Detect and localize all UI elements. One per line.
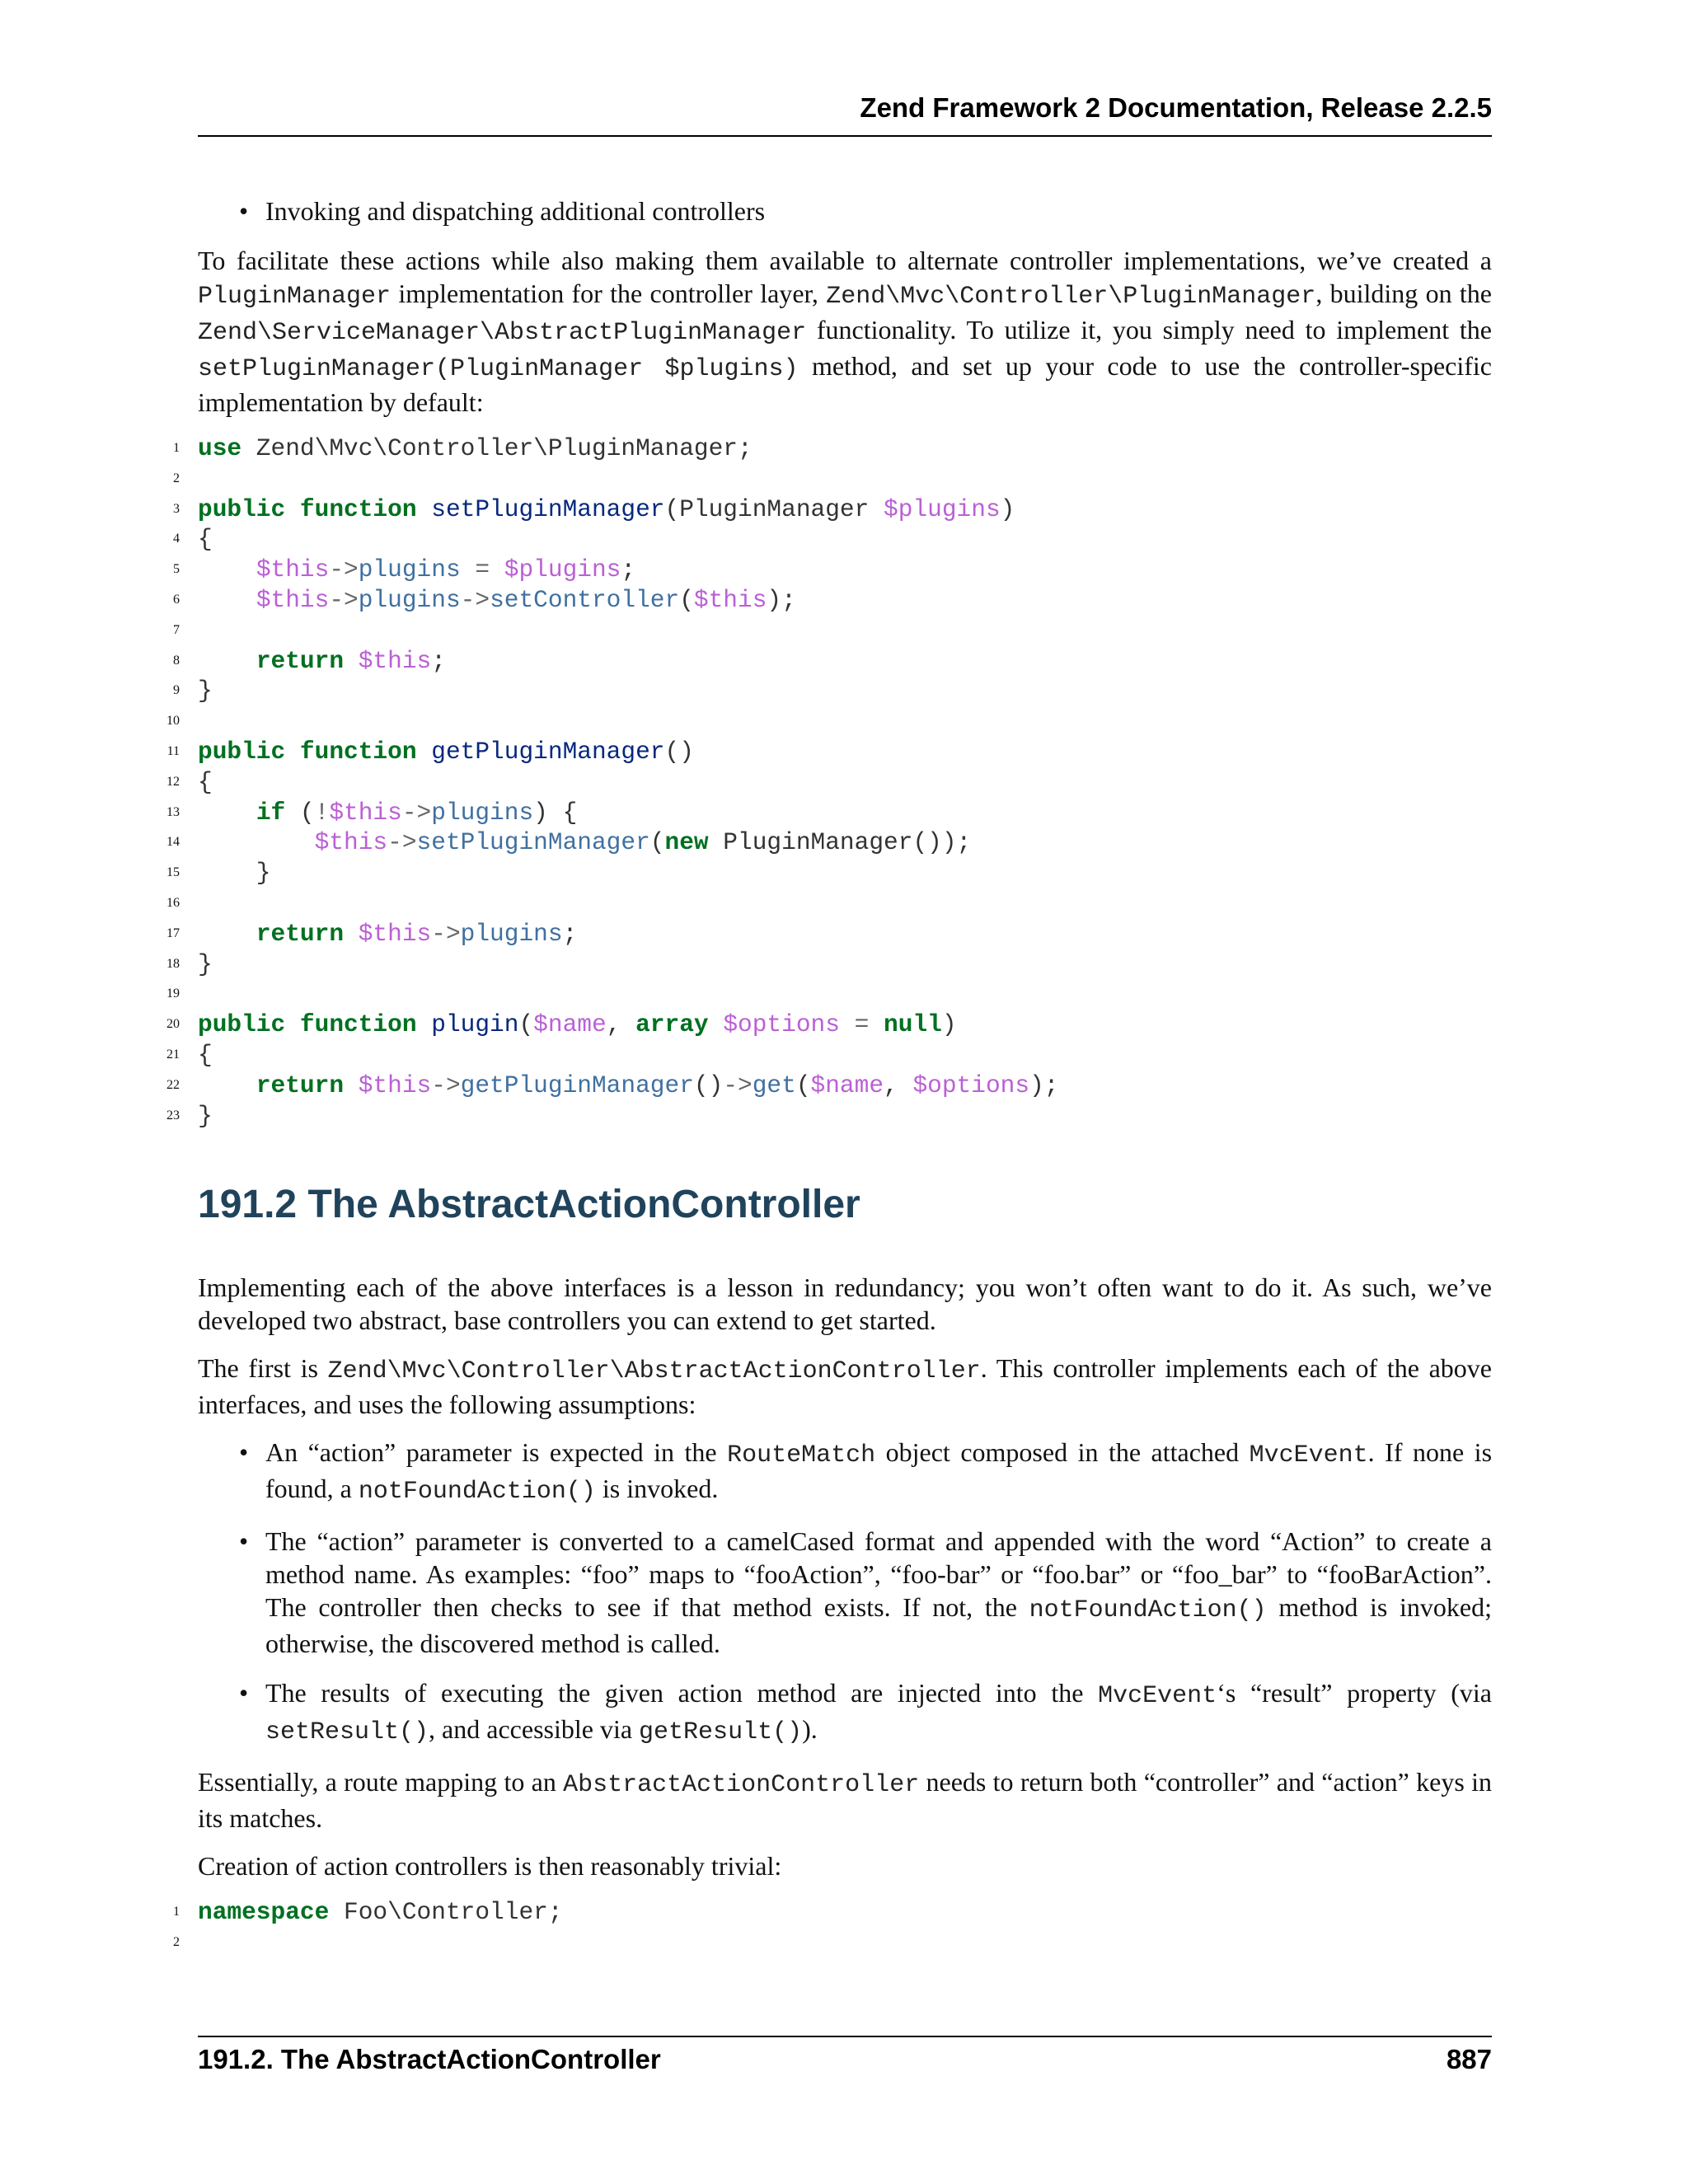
list-item: • The “action” parameter is converted to a camelCased format and appended with the word “Action” to create a method name. As examples: “foo” maps to “fooAction”, “foo-bar” or “foo.bar” or “foo_bar” to “fooBarAction”. The controller then checks to see if that method exists. If not, the notFoundAction() method is invoked; otherwise, the discovered method is called. — [265, 1525, 1492, 1660]
code-token: if — [256, 798, 286, 827]
code-token: -> — [431, 919, 461, 948]
line-number: 8 — [173, 653, 180, 668]
code-token: getPluginManager — [431, 737, 665, 766]
list-item: • Invoking and dispatching additional controllers — [265, 194, 1492, 227]
code-token — [198, 828, 315, 856]
paragraph-plugin-manager: To facilitate these actions while also making them available to alternate controller implementations, we’ve created a PluginManager implementation for the controller layer, Zend\Mvc\Controller\PluginManager, building on the Zend\ServiceManager\AbstractPluginManager functionality. To utilize it, you simply need to implement the setPluginManager(PluginManager $plugins) method, and set up your code to use the controller-specific implementation by default: — [198, 246, 1493, 417]
code-token: public — [198, 494, 286, 523]
main-content — [166, 194, 1493, 1971]
code-token: array — [635, 1010, 709, 1039]
code-inline: notFoundAction() — [1029, 1596, 1267, 1625]
code-line — [173, 434, 1492, 464]
code-token: -> — [723, 1071, 753, 1099]
page-number: 887 — [1446, 2044, 1492, 2074]
intro-bullet-list — [198, 194, 1492, 227]
code-token: $this — [358, 919, 432, 948]
code-token: $this — [256, 555, 330, 584]
code-token — [285, 738, 300, 766]
line-number: 1 — [173, 1905, 180, 1919]
line-number: 23 — [166, 1108, 180, 1122]
code-token: -> — [431, 1071, 461, 1099]
code-token: { — [198, 767, 213, 796]
code-line — [166, 949, 1492, 980]
code-token: ; — [621, 555, 636, 584]
code-token: ) { — [533, 798, 578, 827]
paragraph-creation: Creation of action controllers is then reasonably trivial: — [198, 1851, 782, 1882]
line-number: 11 — [166, 743, 180, 758]
code-line — [166, 827, 1492, 858]
paragraph-abstract-action-controller: The first is Zend\Mvc\Controller\AbstractActionController. This controller implements each of the above interfaces, and uses the following assumptions: — [198, 1353, 1493, 1420]
line-number: 17 — [166, 926, 180, 940]
code-token: PluginManager()); — [708, 828, 972, 857]
code-token: namespace — [198, 1898, 330, 1927]
code-token: getPluginManager — [460, 1071, 694, 1099]
code-token: ( — [649, 828, 665, 857]
code-token: ( — [679, 585, 694, 614]
code-token: $this — [314, 828, 388, 857]
code-token — [490, 555, 504, 583]
code-token: = — [475, 555, 490, 584]
code-line — [173, 1928, 1492, 1958]
paragraph-redundancy: Implementing each of the above interfaces is a lesson in redundancy; you won’t often want to do it. As such, we’ve developed two abstract, base controllers you can extend to get started. — [198, 1272, 1492, 1336]
code-line — [173, 676, 1492, 706]
code-token: (PluginManager — [664, 494, 884, 523]
code-token: $name — [533, 1010, 607, 1039]
code-line — [166, 798, 1492, 828]
code-token: setController — [490, 585, 680, 614]
line-number: 2 — [173, 471, 180, 485]
code-token: return — [256, 646, 345, 675]
code-token: -> — [329, 585, 359, 614]
code-token: } — [198, 949, 213, 978]
code-token: use — [198, 434, 242, 462]
code-inline: MvcEvent — [1249, 1441, 1368, 1470]
code-line — [166, 1010, 1492, 1040]
code-token — [709, 1010, 724, 1038]
page-header — [198, 89, 1492, 137]
line-number: 14 — [166, 835, 180, 850]
code-token: -> — [401, 798, 432, 827]
code-token: null — [884, 1010, 942, 1039]
line-number: 15 — [166, 865, 180, 880]
code-block-namespace — [173, 1897, 1492, 1958]
line-number: 4 — [173, 532, 180, 546]
code-line — [173, 555, 1492, 585]
code-line — [166, 706, 1492, 737]
code-inline: MvcEvent — [1098, 1682, 1217, 1711]
code-token: ( — [795, 1071, 811, 1099]
code-block-plugin-manager — [166, 434, 1492, 1131]
code-token: $this — [693, 585, 767, 614]
code-token: -> — [329, 555, 359, 584]
code-token — [198, 799, 256, 827]
code-line — [166, 858, 1492, 888]
code-token: $name — [810, 1071, 884, 1099]
code-token: setPluginManager — [431, 494, 665, 523]
code-token: plugin — [431, 1010, 519, 1039]
code-token: ; — [562, 919, 578, 948]
code-token: () — [693, 1071, 724, 1099]
line-number: 7 — [173, 622, 180, 637]
line-number: 10 — [166, 714, 180, 729]
code-token: plugins — [358, 555, 461, 584]
code-inline: Zend\Mvc\Controller\PluginManager — [826, 283, 1316, 311]
code-inline: getResult() — [639, 1718, 803, 1747]
code-token — [417, 495, 432, 523]
section-heading: 191.2 The AbstractActionController — [198, 1183, 860, 1227]
line-number: 5 — [173, 562, 180, 577]
code-token: } — [198, 859, 271, 888]
header-title: Zend Framework 2 Documentation, Release 2.2.5 — [860, 92, 1492, 123]
code-token: } — [198, 677, 213, 705]
code-inline: RouteMatch — [727, 1441, 876, 1470]
code-token: $plugins — [504, 555, 621, 584]
line-number: 22 — [166, 1077, 180, 1092]
code-token: public — [198, 737, 286, 766]
code-token: ) — [1000, 494, 1015, 523]
code-token — [198, 586, 256, 614]
code-token: $this — [358, 1071, 432, 1099]
code-token: , — [606, 1010, 636, 1039]
footer-section-title: 191.2. The AbstractActionController — [198, 2044, 661, 2074]
code-line — [173, 464, 1492, 494]
code-token — [417, 1010, 432, 1038]
code-token: -> — [460, 585, 490, 614]
list-item: • An “action” parameter is expected in the RouteMatch object composed in the attached MvcEvent. If none is found, a notFoundAction() is invoked. — [265, 1436, 1492, 1508]
code-line — [173, 646, 1492, 677]
code-token: $plugins — [884, 494, 1001, 523]
code-line — [166, 979, 1492, 1010]
code-token — [417, 738, 432, 766]
code-token: ( — [518, 1010, 534, 1039]
code-inline: Zend\Mvc\Controller\AbstractActionController — [327, 1357, 981, 1386]
code-token: function — [299, 494, 417, 523]
code-line — [173, 494, 1492, 525]
assumptions-list — [198, 1436, 1492, 1749]
code-token: $this — [358, 646, 432, 675]
line-number: 9 — [173, 683, 180, 698]
code-token — [840, 1010, 855, 1038]
code-token — [198, 1071, 256, 1099]
list-item: • The results of executing the given action method are injected into the MvcEvent‘s “result” property (via setResult(), and accessible via getResult()). — [265, 1676, 1492, 1749]
line-number: 3 — [173, 501, 180, 516]
code-line — [166, 1071, 1492, 1101]
code-line — [173, 616, 1492, 646]
code-token: setPluginManager — [416, 828, 650, 857]
code-token: -> — [387, 828, 417, 857]
code-line — [173, 524, 1492, 555]
code-token: plugins — [358, 585, 461, 614]
line-number: 1 — [173, 441, 180, 455]
code-token — [198, 647, 256, 675]
code-token — [285, 495, 300, 523]
code-token — [198, 920, 256, 948]
code-token: ( — [285, 798, 315, 827]
code-token: { — [198, 1040, 213, 1069]
page-footer — [198, 2036, 1492, 2087]
code-inline: setResult() — [265, 1718, 429, 1747]
code-token: ; — [431, 646, 446, 675]
code-inline: notFoundAction() — [358, 1478, 596, 1507]
line-number: 21 — [166, 1047, 180, 1062]
code-token: $this — [256, 585, 330, 614]
code-inline: AbstractActionController — [563, 1771, 920, 1800]
code-token: return — [256, 1071, 345, 1099]
code-token: $options — [912, 1071, 1030, 1099]
code-token: () — [664, 737, 694, 766]
code-token — [198, 555, 256, 583]
code-token: ); — [1029, 1071, 1059, 1099]
paragraph-route-mapping: Essentially, a route mapping to an AbstractActionController needs to return both “controller” and “action” keys in its matches. — [198, 1767, 1493, 1834]
code-token: ); — [767, 585, 796, 614]
code-token: , — [884, 1071, 913, 1099]
code-token: function — [299, 737, 417, 766]
code-line — [166, 1101, 1492, 1132]
code-line — [173, 1897, 1492, 1928]
line-number: 20 — [166, 1017, 180, 1032]
line-number: 18 — [166, 956, 180, 971]
code-inline: Zend\ServiceManager\AbstractPluginManager — [198, 319, 807, 347]
code-token: { — [198, 525, 213, 554]
code-inline: PluginManager — [198, 283, 392, 311]
code-line — [166, 1040, 1492, 1071]
code-token: plugins — [431, 798, 534, 827]
line-number: 16 — [166, 895, 180, 910]
code-token — [869, 1010, 884, 1038]
code-token: } — [198, 1101, 213, 1130]
code-line — [166, 767, 1492, 798]
code-token — [344, 1071, 359, 1099]
code-token — [344, 920, 359, 948]
code-token: function — [299, 1010, 417, 1039]
line-number: 13 — [166, 804, 180, 819]
line-number: 2 — [173, 1935, 180, 1950]
code-token: Zend\Mvc\Controller\PluginManager; — [241, 434, 753, 462]
code-token: Foo\Controller; — [329, 1898, 563, 1927]
code-token: public — [198, 1010, 286, 1039]
line-number: 6 — [173, 592, 180, 607]
code-token: plugins — [460, 919, 563, 948]
code-token — [285, 1010, 300, 1038]
code-token: new — [664, 828, 709, 857]
code-token: return — [256, 919, 345, 948]
code-line — [166, 919, 1492, 949]
code-token — [344, 647, 359, 675]
code-token — [461, 555, 476, 583]
code-token: get — [752, 1071, 796, 1099]
code-token: = — [854, 1010, 870, 1039]
code-inline: setPluginManager(PluginManager $plugins) — [198, 355, 799, 383]
code-token: ! — [314, 798, 330, 827]
code-token: ) — [941, 1010, 957, 1039]
code-line — [166, 737, 1492, 767]
code-line — [166, 888, 1492, 919]
code-token: $options — [723, 1010, 840, 1039]
line-number: 19 — [166, 987, 180, 1001]
code-line — [173, 585, 1492, 616]
line-number: 12 — [166, 774, 180, 789]
code-token: $this — [329, 798, 402, 827]
